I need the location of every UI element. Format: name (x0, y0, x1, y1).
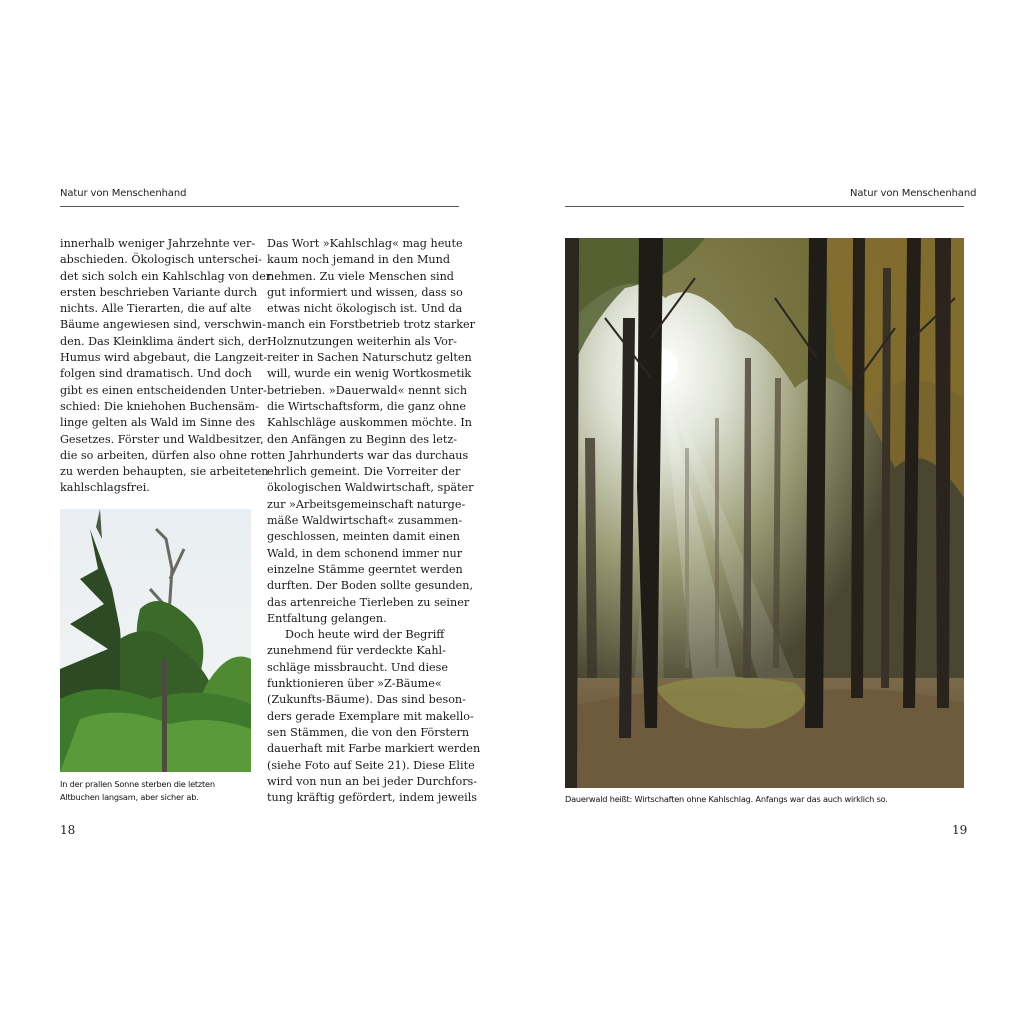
text-line: Wald, in dem schonend immer nur (267, 546, 463, 560)
text-line: durften. Der Boden sollte gesunden, (267, 579, 474, 593)
text-line: sen Stämmen, die von den Förstern (267, 725, 470, 739)
text-line: kahlschlagsfrei. (60, 481, 150, 495)
text-line: schied: Die kniehohen Buchensäm- (60, 399, 259, 413)
photo-caption-right: Dauerwald heißt: Wirtschaften ohne Kahlschlag. Anfangs war das auch wirklich so. (565, 794, 888, 804)
text-line: folgen sind dramatisch. Und doch (60, 367, 252, 381)
text-line: linge gelten als Wald im Sinne des (60, 416, 256, 430)
text-line: einzelne Stämme geerntet werden (267, 562, 463, 576)
text-line: (siehe Foto auf Seite 21). Diese Elite (267, 758, 475, 772)
text-line: Entfaltung gelangen. (267, 611, 387, 625)
text-line: will, wurde ein wenig Wortkosmetik (267, 367, 472, 381)
text-line: ehrlich gemeint. Die Vorreiter der (267, 465, 461, 479)
text-line: ten Jahrhunderts war das durchaus (267, 448, 469, 462)
text-line: nehmen. Zu viele Menschen sind (267, 269, 454, 283)
text-line: innerhalb weniger Jahrzehnte ver- (60, 237, 256, 250)
text-line: ökologischen Waldwirtschaft, später (267, 481, 474, 495)
running-head-left: Natur von Menschenhand (60, 188, 187, 199)
text-line: den Anfängen zu Beginn des letz- (267, 432, 458, 446)
text-line: Gesetzes. Förster und Waldbesitzer, (60, 432, 264, 446)
text-line: betrieben. »Dauerwald« nennt sich (267, 383, 468, 397)
text-line: mäße Waldwirtschaft« zusammen- (267, 514, 463, 528)
text-column-1 (60, 236, 272, 497)
text-line: det sich solch ein Kahlschlag von der (60, 269, 272, 283)
photo-forest-sunbeams (565, 238, 964, 788)
text-line: Doch heute wird der Begriff (285, 628, 445, 642)
caption-line: Altbuchen langsam, aber sicher ab. (60, 792, 199, 802)
text-line: Humus wird abgebaut, die Langzeit- (60, 351, 268, 365)
text-line: etwas nicht ökologisch ist. Und da (267, 302, 463, 316)
text-line: kaum noch jemand in den Mund (267, 253, 450, 267)
text-line: Bäume angewiesen sind, verschwin- (60, 318, 266, 332)
text-line: manch ein Forstbetrieb trotz starker (267, 318, 476, 332)
text-line: zunehmend für verdeckte Kahl- (267, 644, 446, 658)
text-line: ders gerade Exemplare mit makello- (267, 709, 474, 723)
text-line: Das Wort »Kahlschlag« mag heute (267, 237, 463, 250)
text-line: abschieden. Ökologisch unterschei- (60, 253, 262, 267)
text-line: nichts. Alle Tierarten, die auf alte (60, 302, 252, 316)
text-line: Holznutzungen weiterhin als Vor- (267, 334, 457, 348)
text-line: die Wirtschaftsform, die ganz ohne (267, 399, 467, 413)
text-line: das artenreiche Tierleben zu seiner (267, 595, 470, 609)
page-number-right: 19 (952, 823, 968, 837)
photo-dying-beeches (60, 509, 251, 772)
caption-line: In der prallen Sonne sterben die letzten (60, 779, 215, 789)
text-line: ersten beschrieben Variante durch (60, 285, 258, 299)
text-line: schläge missbraucht. Und diese (267, 660, 449, 674)
photo-caption-left (60, 778, 260, 804)
text-line: reiter in Sachen Naturschutz gelten (267, 351, 472, 365)
page-number-left: 18 (60, 823, 76, 837)
running-head-right: Natur von Menschenhand (850, 188, 977, 199)
text-line: zur »Arbeitsgemeinschaft naturge- (267, 497, 466, 511)
text-line: dauerhaft mit Farbe markiert werden (267, 742, 481, 756)
text-line: den. Das Kleinklima ändert sich, der (60, 334, 268, 348)
text-line: gut informiert und wissen, dass so (267, 285, 463, 299)
text-line: gibt es einen entscheidenden Unter- (60, 383, 267, 397)
header-rule-right (565, 206, 964, 207)
text-line: wird von nun an bei jeder Durchfors- (267, 774, 478, 788)
text-column-2 (267, 236, 481, 806)
text-line: geschlossen, meinten damit einen (267, 530, 460, 544)
text-line: Kahlschläge auskommen möchte. In (267, 416, 473, 430)
text-line: tung kräftig gefördert, indem jeweils (267, 791, 478, 805)
photo-dauerwald (565, 238, 964, 788)
text-line: die so arbeiten, dürfen also ohne rot (60, 448, 268, 462)
header-rule-left (60, 206, 459, 207)
photo-beech-trees-sun (60, 509, 251, 772)
text-line: (Zukunfts-Bäume). Das sind beson- (267, 693, 466, 707)
text-line: funktionieren über »Z-Bäume« (267, 677, 442, 691)
text-line: zu werden behaupten, sie arbeiteten (60, 465, 269, 479)
